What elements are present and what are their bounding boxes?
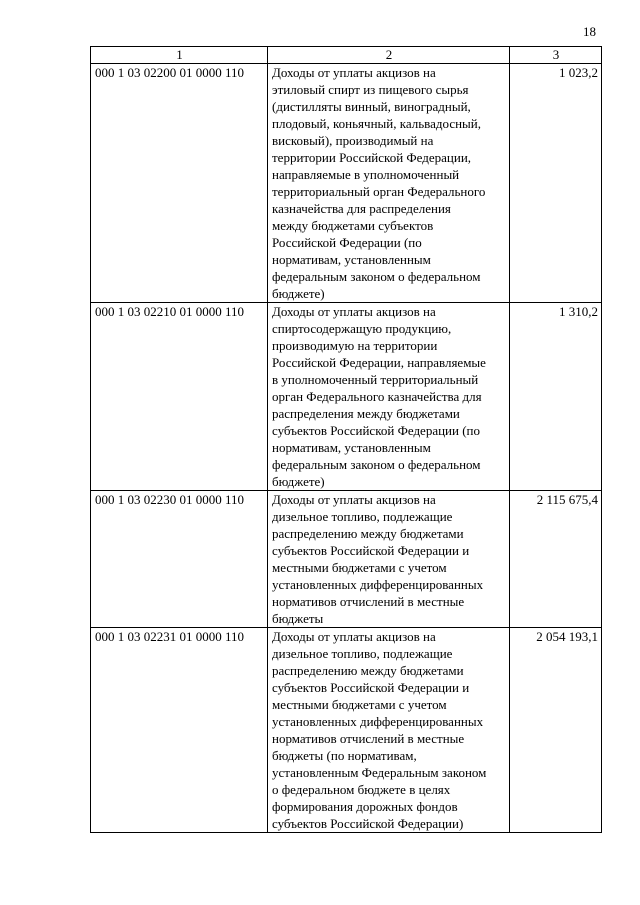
amount-cell: 1 310,2	[510, 303, 602, 491]
revenue-name-line: казначейства для распределения	[272, 201, 451, 216]
revenue-name-line: местными бюджетами с учетом	[272, 560, 447, 575]
revenue-code-cell: 000 1 03 02200 01 0000 110	[91, 64, 268, 303]
revenue-name-line: федеральным законом о федеральном	[272, 457, 481, 472]
revenue-name-line: Доходы от уплаты акцизов на	[272, 304, 436, 319]
revenue-name-line: распределению между бюджетами	[272, 663, 464, 678]
revenue-name-line: субъектов Российской Федерации)	[272, 816, 464, 831]
column-header-name: 2	[268, 47, 510, 64]
page-number: 18	[583, 24, 596, 39]
revenue-name-line: федеральным законом о федеральном	[272, 269, 481, 284]
column-header-amount: 3	[510, 47, 602, 64]
revenue-name-line: производимую на территории	[272, 338, 438, 353]
revenue-name-line: нормативам, установленным	[272, 440, 431, 455]
revenue-name-line: бюджете)	[272, 474, 325, 489]
revenue-name-line: дизельное топливо, подлежащие	[272, 646, 453, 661]
table-row	[91, 491, 602, 628]
revenue-name-line: о федеральном бюджете в целях	[272, 782, 451, 797]
table-row	[91, 628, 602, 833]
revenue-name-cell	[268, 491, 510, 628]
revenue-name-line: распределению между бюджетами	[272, 526, 464, 541]
revenue-name-line: субъектов Российской Федерации (по	[272, 423, 480, 438]
revenue-name-line: распределения между бюджетами	[272, 406, 460, 421]
revenue-name-line: Российской Федерации, направляемые	[272, 355, 486, 370]
revenue-name-line: Доходы от уплаты акцизов на	[272, 629, 436, 644]
revenue-name-line: бюджеты (по нормативам,	[272, 748, 417, 763]
revenue-name-line: нормативов отчислений в местные	[272, 731, 465, 746]
revenue-name-line: дизельное топливо, подлежащие	[272, 509, 453, 524]
revenue-name-cell	[268, 303, 510, 491]
revenue-code-cell: 000 1 03 02210 01 0000 110	[91, 303, 268, 491]
income-table	[90, 46, 602, 833]
revenue-name-line: Российской Федерации (по	[272, 235, 422, 250]
revenue-name-line: установленным Федеральным законом	[272, 765, 487, 780]
table-body	[91, 64, 602, 833]
revenue-name-line: орган Федерального казначейства для	[272, 389, 482, 404]
revenue-name-line: между бюджетами субъектов	[272, 218, 434, 233]
revenue-name-line: плодовый, коньячный, кальвадосный,	[272, 116, 481, 131]
revenue-name-line: направляемые в уполномоченный	[272, 167, 460, 182]
revenue-name-line: висковый), производимый на	[272, 133, 434, 148]
revenue-name-line: нормативам, установленным	[272, 252, 431, 267]
revenue-name-line: этиловый спирт из пищевого сырья	[272, 82, 469, 97]
revenue-name-line: территориальный орган Федерального	[272, 184, 486, 199]
revenue-name-line: в уполномоченный территориальный	[272, 372, 479, 387]
amount-cell: 2 054 193,1	[510, 628, 602, 833]
revenue-name-line: (дистилляты винный, виноградный,	[272, 99, 471, 114]
revenue-name-line: Доходы от уплаты акцизов на	[272, 65, 436, 80]
revenue-name-line: местными бюджетами с учетом	[272, 697, 447, 712]
table-row	[91, 303, 602, 491]
revenue-name-line: бюджеты	[272, 611, 324, 626]
revenue-name-cell	[268, 628, 510, 833]
table-header-row	[91, 47, 602, 64]
revenue-name-line: формирования дорожных фондов	[272, 799, 458, 814]
column-header-code: 1	[91, 47, 268, 64]
revenue-name-line: спиртосодержащую продукцию,	[272, 321, 452, 336]
revenue-name-line: субъектов Российской Федерации и	[272, 680, 470, 695]
revenue-name-line: бюджете)	[272, 286, 325, 301]
revenue-name-line: установленных дифференцированных	[272, 714, 484, 729]
amount-cell: 2 115 675,4	[510, 491, 602, 628]
revenue-code-cell: 000 1 03 02230 01 0000 110	[91, 491, 268, 628]
revenue-name-line: нормативов отчислений в местные	[272, 594, 465, 609]
revenue-name-cell	[268, 64, 510, 303]
revenue-name-line: Доходы от уплаты акцизов на	[272, 492, 436, 507]
amount-cell: 1 023,2	[510, 64, 602, 303]
revenue-code-cell: 000 1 03 02231 01 0000 110	[91, 628, 268, 833]
table-row	[91, 64, 602, 303]
revenue-name-line: субъектов Российской Федерации и	[272, 543, 470, 558]
revenue-name-line: установленных дифференцированных	[272, 577, 484, 592]
revenue-name-line: территории Российской Федерации,	[272, 150, 472, 165]
